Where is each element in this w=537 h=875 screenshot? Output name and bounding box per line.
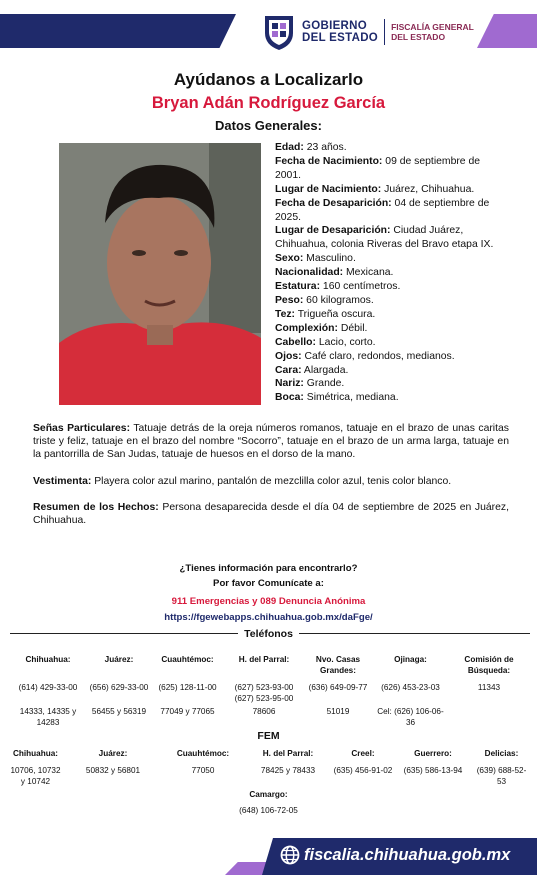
- phone-cell: 11343: [477, 683, 501, 692]
- field-hair: [275, 336, 497, 350]
- field-label: Ojos:: [275, 350, 302, 362]
- fem-header-row: [8, 749, 530, 760]
- fem-col-juarez: Juárez:: [98, 749, 128, 758]
- col-cuauhtemoc: Cuauhtémoc:: [161, 655, 214, 664]
- field-label: Tez:: [275, 308, 296, 320]
- general-data-list: [275, 141, 497, 405]
- camargo-phone: (648) 106-72-05: [239, 806, 298, 815]
- field-nose: [275, 377, 497, 391]
- col-chihuahua: Chihuahua:: [25, 655, 71, 664]
- phones-heading: [0, 628, 537, 640]
- field-face: [275, 364, 497, 378]
- col-ojinaga: Ojinaga:: [394, 655, 427, 664]
- field-label: Peso:: [275, 294, 304, 306]
- field-value: Grande.: [303, 378, 345, 390]
- field-value: Juárez, Chihuahua.: [381, 183, 475, 195]
- field-label: Fecha de Desaparición:: [275, 197, 392, 209]
- header-band-left: [0, 14, 236, 48]
- field-label: Fecha de Nacimiento:: [275, 155, 383, 167]
- extension-cell: 14333, 14335 y 14283: [19, 707, 77, 727]
- facts-summary: [33, 501, 509, 527]
- extension-cell: Cel: (626) 106-06-36: [377, 707, 444, 727]
- field-value: Mexicana.: [343, 267, 394, 279]
- distinguishing-marks: [33, 422, 509, 462]
- extension-cell: 78606: [252, 707, 276, 716]
- field-label: Cara:: [275, 364, 302, 376]
- field-value: 09 de septiembre de 2001.: [275, 155, 481, 181]
- header-band-right: [477, 14, 537, 48]
- help-title: Ayúdanos a Localizarlo: [173, 70, 364, 89]
- field-value: Café claro, redondos, medianos.: [301, 350, 455, 362]
- clothing-value: Playera color azul marino, pantalón de mezclilla color azul, tenis color blanco.: [91, 476, 452, 487]
- portrait-image: [59, 143, 261, 405]
- footer-website[interactable]: fiscalia.chihuahua.gob.mx: [304, 846, 511, 864]
- person-name: Bryan Adán Rodríguez García: [151, 94, 386, 112]
- field-complexion-tone: [275, 308, 497, 322]
- field-sex: [275, 252, 497, 266]
- contact-prompt: Por favor Comunícate a:: [213, 578, 324, 589]
- fem-cell: (635) 456-91-02: [333, 766, 393, 775]
- extensions-row: [8, 707, 530, 728]
- field-disappearance-date: [275, 197, 497, 225]
- fem-col-delicias: Delicias:: [484, 749, 519, 758]
- col-casas-grandes: Nvo. Casas Grandes:: [315, 655, 361, 675]
- globe-icon: [280, 845, 300, 865]
- field-value: 23 años.: [303, 142, 347, 153]
- fem-cell: 78425 y 78433: [260, 766, 316, 775]
- field-label: Lugar de Desaparición:: [275, 225, 391, 237]
- general-data-heading: Datos Generales:: [215, 118, 322, 133]
- field-value: Trigueña oscura.: [295, 308, 376, 320]
- field-eyes: [275, 350, 497, 364]
- gov-line2: DEL ESTADO: [302, 32, 379, 44]
- field-label: Complexión:: [275, 322, 338, 334]
- field-age: [275, 141, 497, 155]
- state-shield-icon: [262, 13, 296, 51]
- field-label: Sexo:: [275, 253, 304, 265]
- info-question: ¿Tienes información para encontrarlo?: [179, 563, 358, 574]
- fge-line1: FISCALÍA GENERAL: [391, 22, 474, 32]
- field-birth-date: [275, 155, 497, 183]
- emergency-numbers: 911 Emergencias y 089 Denuncia Anónima: [171, 596, 366, 607]
- field-nationality: [275, 266, 497, 280]
- clothing-label: Vestimenta:: [33, 476, 92, 487]
- fem-row: [8, 766, 530, 787]
- field-value: 160 centímetros.: [320, 281, 401, 293]
- col-comision: Comisión de Búsqueda:: [464, 655, 514, 675]
- field-label: Nacionalidad:: [275, 267, 344, 279]
- fem-col-parral: H. del Parral:: [262, 749, 314, 758]
- camargo-label: Camargo:: [249, 790, 288, 799]
- phone-cell: (656) 629-33-00: [89, 683, 149, 692]
- extension-cell: [448, 707, 530, 728]
- marks-label: Señas Particulares:: [33, 423, 131, 434]
- fem-cell: 77050: [191, 766, 215, 775]
- field-value: Débil.: [337, 322, 368, 334]
- person-photo: [59, 143, 261, 405]
- field-value: Alargada.: [301, 364, 349, 376]
- field-build: [275, 322, 497, 336]
- gov-wordmark: [302, 20, 378, 44]
- phone-cell: (625) 128-11-00: [158, 683, 217, 692]
- field-height: [275, 280, 497, 294]
- fem-cell: 50832 y 56801: [85, 766, 141, 775]
- col-parral: H. del Parral:: [238, 655, 290, 664]
- field-value: Lacio, corto.: [316, 336, 376, 348]
- fem-cell: 10706, 10732 y 10742: [10, 766, 61, 786]
- government-logo: [262, 13, 474, 51]
- extension-cell: 51019: [326, 707, 350, 716]
- field-label: Estatura:: [275, 281, 321, 293]
- phone-cell: (614) 429-33-00: [18, 683, 78, 692]
- phones-header-row: [8, 655, 530, 676]
- gov-line1: GOBIERNO: [302, 20, 368, 32]
- field-label: Nariz:: [275, 378, 304, 390]
- logo-divider: [384, 19, 385, 45]
- field-value: 60 kilogramos.: [303, 294, 374, 306]
- fem-col-cuauhtemoc: Cuauhtémoc:: [176, 749, 230, 758]
- field-label: Lugar de Nacimiento:: [275, 183, 382, 195]
- field-value: Simétrica, mediana.: [303, 392, 399, 404]
- fem-col-chihuahua: Chihuahua:: [12, 749, 59, 758]
- field-weight: [275, 294, 497, 308]
- field-value: 04 de septiembre de 2025.: [275, 197, 490, 223]
- extension-cell: 77049 y 77065: [160, 707, 215, 716]
- marks-value: Tatuaje detrás de la oreja números romanos, tatuaje en el brazo de unas caritas triste y feliz, tatuaje en el brazo del nombre “Socorro”, tatuaje en el brazo de un arma larga, tatuaje en la pantorrilla de San Judas, tatuaje de huesos en el dorso de la mano.: [33, 423, 509, 461]
- field-label: Cabello:: [275, 336, 316, 348]
- phones-title: Teléfonos: [238, 628, 299, 640]
- summary-value: Persona desaparecida desde el día 04 de septiembre de 2025 en Juárez, Chihuahua.: [33, 502, 509, 527]
- report-link[interactable]: https://fgewebapps.chihuahua.gob.mx/daFge/: [164, 612, 373, 623]
- field-label: Edad:: [275, 142, 304, 153]
- field-disappearance-place: [275, 224, 497, 252]
- extension-cell: 56455 y 56319: [91, 707, 147, 716]
- fem-cell: (635) 586-13-94: [403, 766, 463, 775]
- fge-line2: DEL ESTADO: [391, 32, 446, 42]
- fem-col-guerrero: Guerrero:: [414, 749, 452, 758]
- field-value: Masculino.: [303, 253, 356, 265]
- field-value: Ciudad Juárez, Chihuahua, colonia Riveras del Bravo etapa IX.: [275, 225, 494, 251]
- field-mouth: [275, 391, 497, 405]
- phones-row: [8, 683, 530, 704]
- phone-cell: (626) 453-23-03: [381, 683, 440, 692]
- field-label: Boca:: [275, 392, 304, 404]
- col-juarez: Juárez:: [104, 655, 134, 664]
- clothing: [33, 475, 509, 488]
- summary-label: Resumen de los Hechos:: [33, 502, 159, 513]
- fem-cell: (639) 688-52-53: [476, 766, 527, 786]
- fem-col-creel: Creel:: [351, 749, 375, 758]
- phone-cell: (636) 649-09-77: [308, 683, 368, 692]
- field-birth-place: [275, 183, 497, 197]
- fem-heading: FEM: [257, 730, 280, 742]
- phone-cell: (627) 523-93-00 (627) 523-95-00: [234, 683, 294, 703]
- fge-wordmark: [391, 22, 474, 42]
